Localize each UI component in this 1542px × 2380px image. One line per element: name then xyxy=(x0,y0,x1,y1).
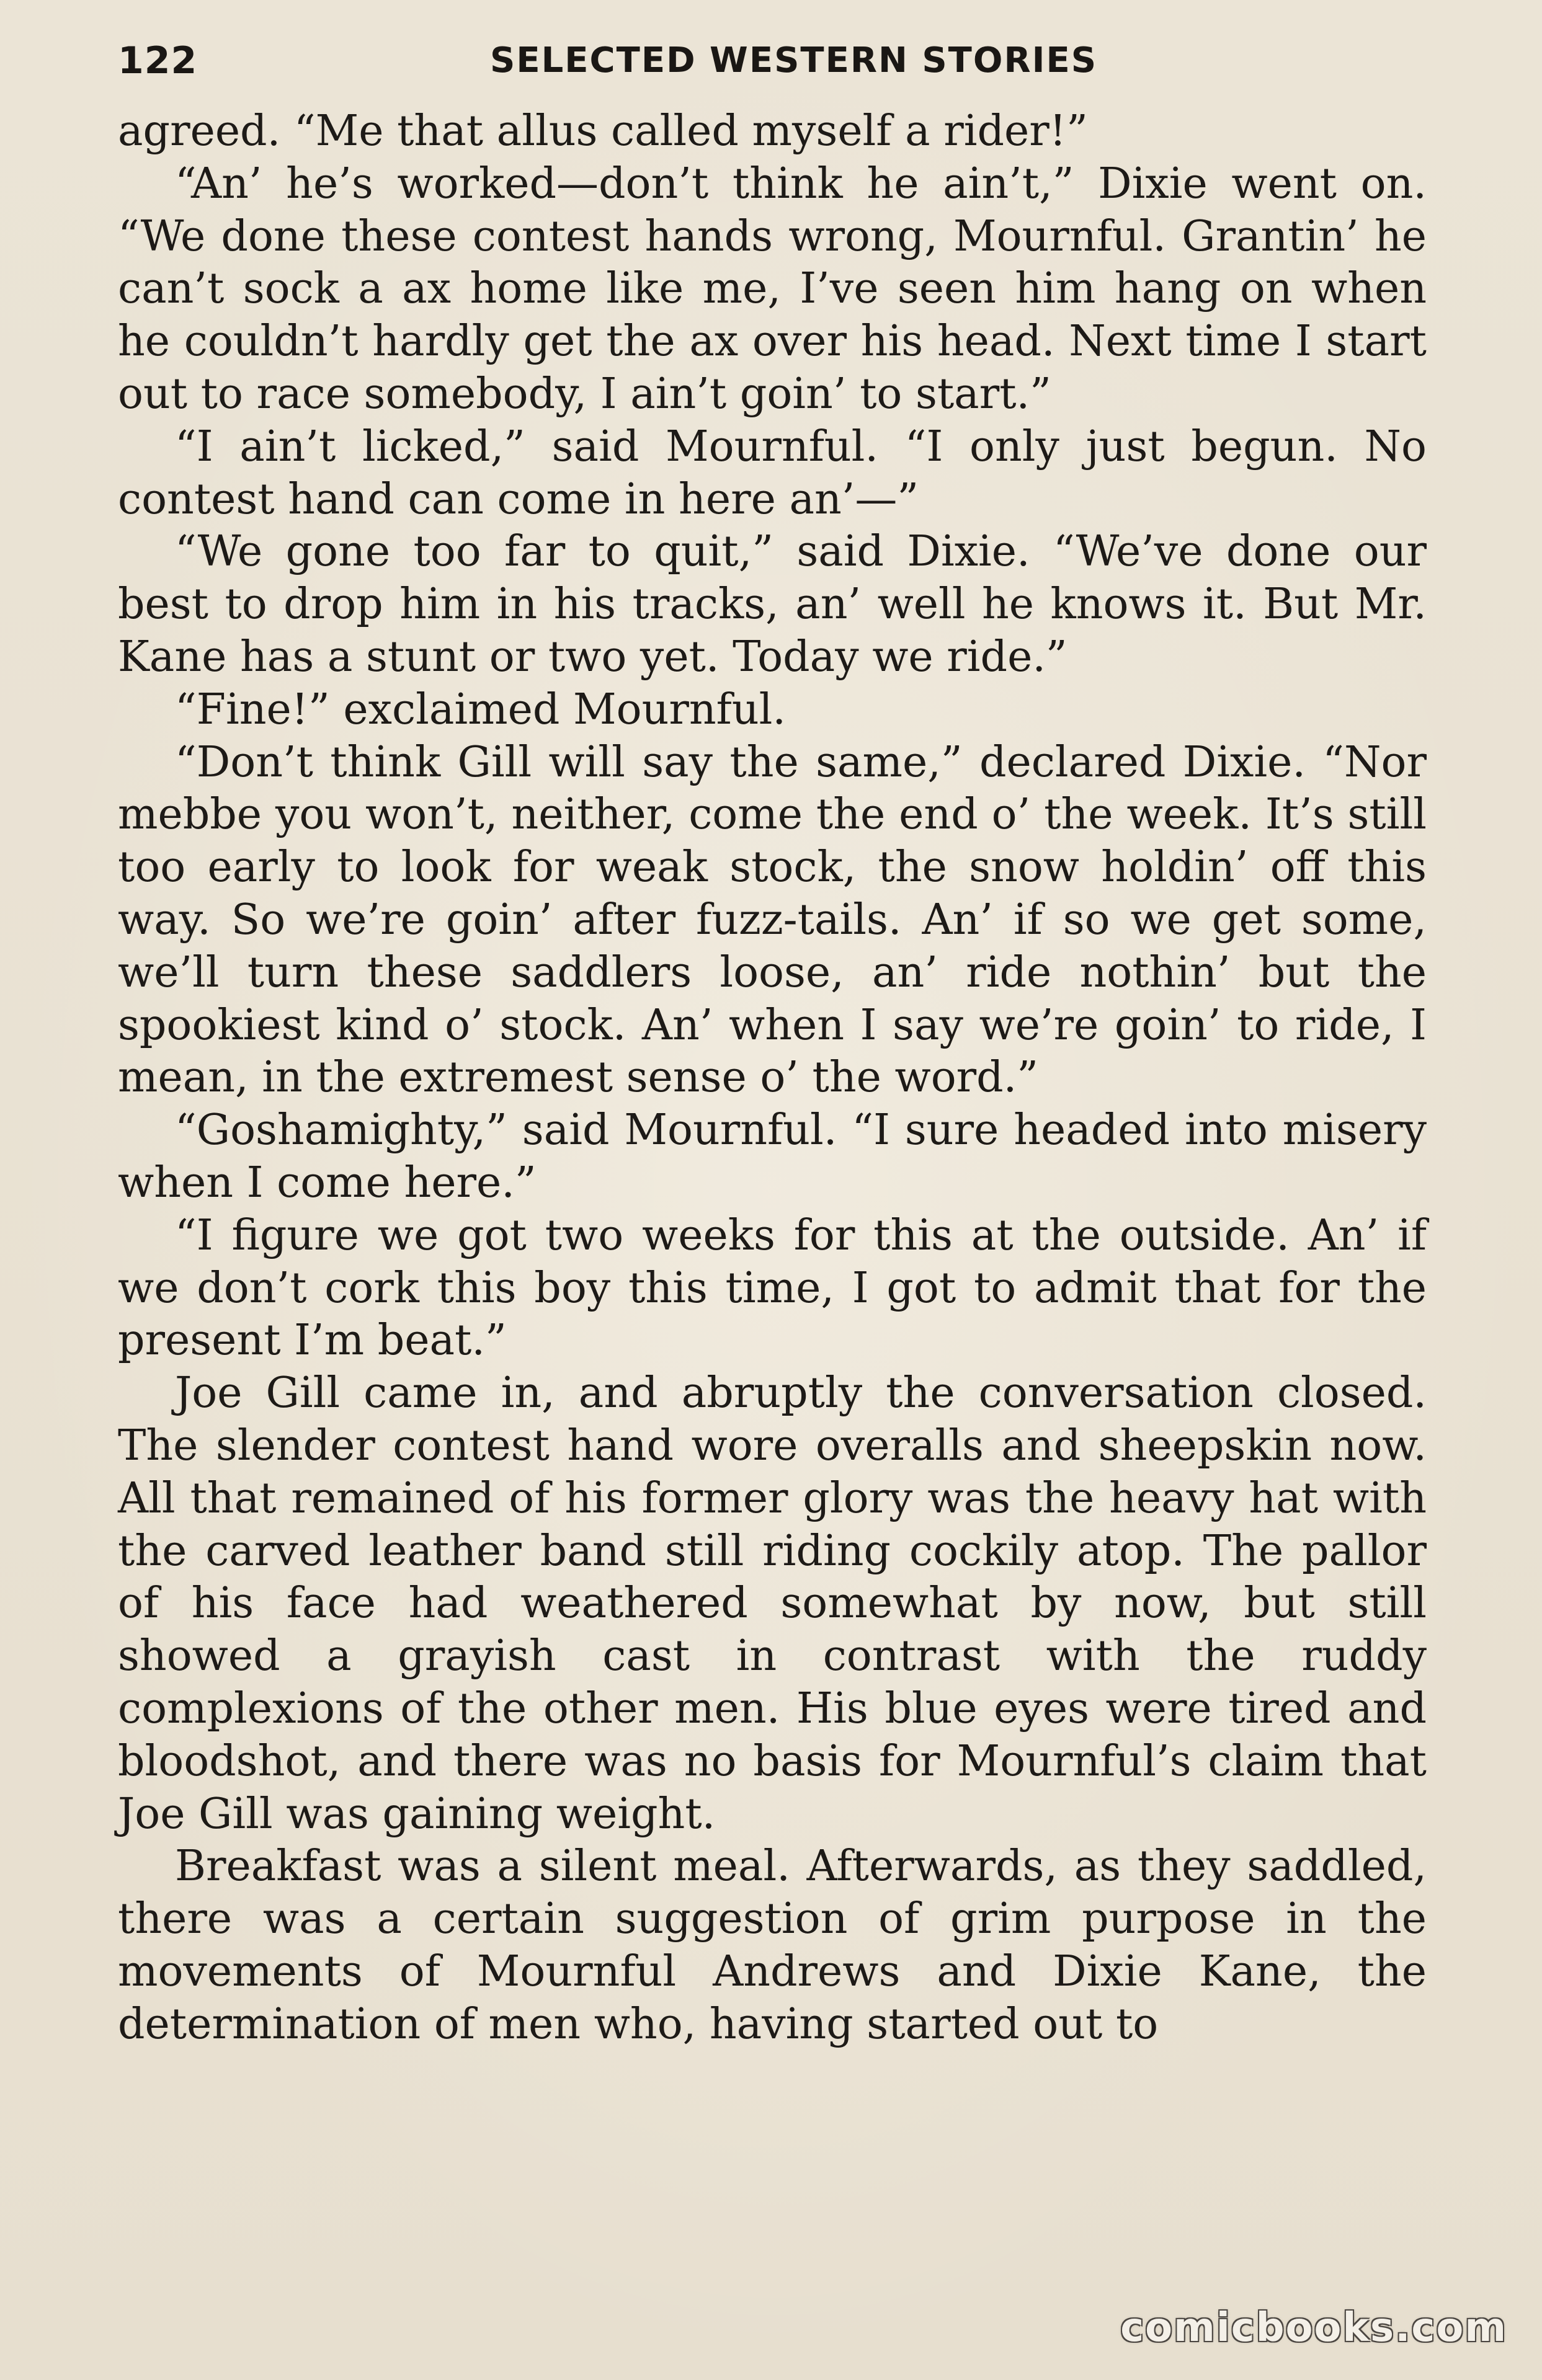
page-number: 122 xyxy=(118,39,198,82)
paragraph-2: “An’ he’s worked—don’t think he ain’t,” Dixie went on. “We done these contest hands wrong, Mournful. Grantin’ he can’t sock a ax home like me, I’ve seen him hang on when he couldn’t hardly get the ax over his head. Next time I start out to race somebody, I ain’t goin’ to start.” xyxy=(118,159,1427,419)
watermark: comicbooks.com xyxy=(1120,2305,1507,2351)
paragraph-3: “I ain’t licked,” said Mournful. “I only just begun. No contest hand can come in here an’—” xyxy=(118,422,1427,524)
paragraph-4: “We gone too far to quit,” said Dixie. “We’ve done our best to drop him in his tracks, an’ well he knows it. But Mr. Kane has a stunt or two yet. Today we ride.” xyxy=(118,527,1427,682)
paragraph-5: “Fine!” exclaimed Mournful. xyxy=(175,685,787,734)
paragraph-7: “Goshamighty,” said Mournful. “I sure headed into misery when I come here.” xyxy=(118,1106,1427,1207)
header-title: SELECTED WESTERN STORIES xyxy=(490,40,1098,81)
paragraph-6: “Don’t think Gill will say the same,” declared Dixie. “Nor mebbe you won’t, neither, come the end o’ the week. It’s still too early to look for weak stock, the snow holdin’ off this way. So we’re goin’ after fuzz-tails. An’ if so we get some, we’ll turn these saddlers loose, an’ ride nothin’ but the spookiest kind o’ stock. An’ when I say we’re goin’ to ride, I mean, in the extremest sense o’ the word.” xyxy=(118,737,1427,1103)
paragraph-9: Joe Gill came in, and abruptly the conversation closed. The slender contest hand wore overalls and sheepskin now. All that remained of his former glory was the heavy hat with the carved leather band still riding cockily atop. The pallor of his face had weathered somewhat by now, but still showed a grayish cast in contrast with the ruddy complexions of the other men. His blue eyes were tired and bloodshot, and there was no basis for Mournful’s claim that Joe Gill was gaining weight. xyxy=(118,1369,1427,1839)
running-head xyxy=(118,36,1427,86)
paragraph-1: agreed. “Me that allus called myself a rider!” xyxy=(118,107,1088,156)
body-text xyxy=(118,105,1427,2051)
paragraph-10: Breakfast was a silent meal. Afterwards, as they saddled, there was a certain suggestion of grim purpose in the movements of Mournful Andrews and Dixie Kane, the determination of men who, having started out to xyxy=(118,1842,1427,2049)
paragraph-8: “I figure we got two weeks for this at the outside. An’ if we don’t cork this boy this time, I got to admit that for the present I’m beat.” xyxy=(118,1210,1427,1365)
